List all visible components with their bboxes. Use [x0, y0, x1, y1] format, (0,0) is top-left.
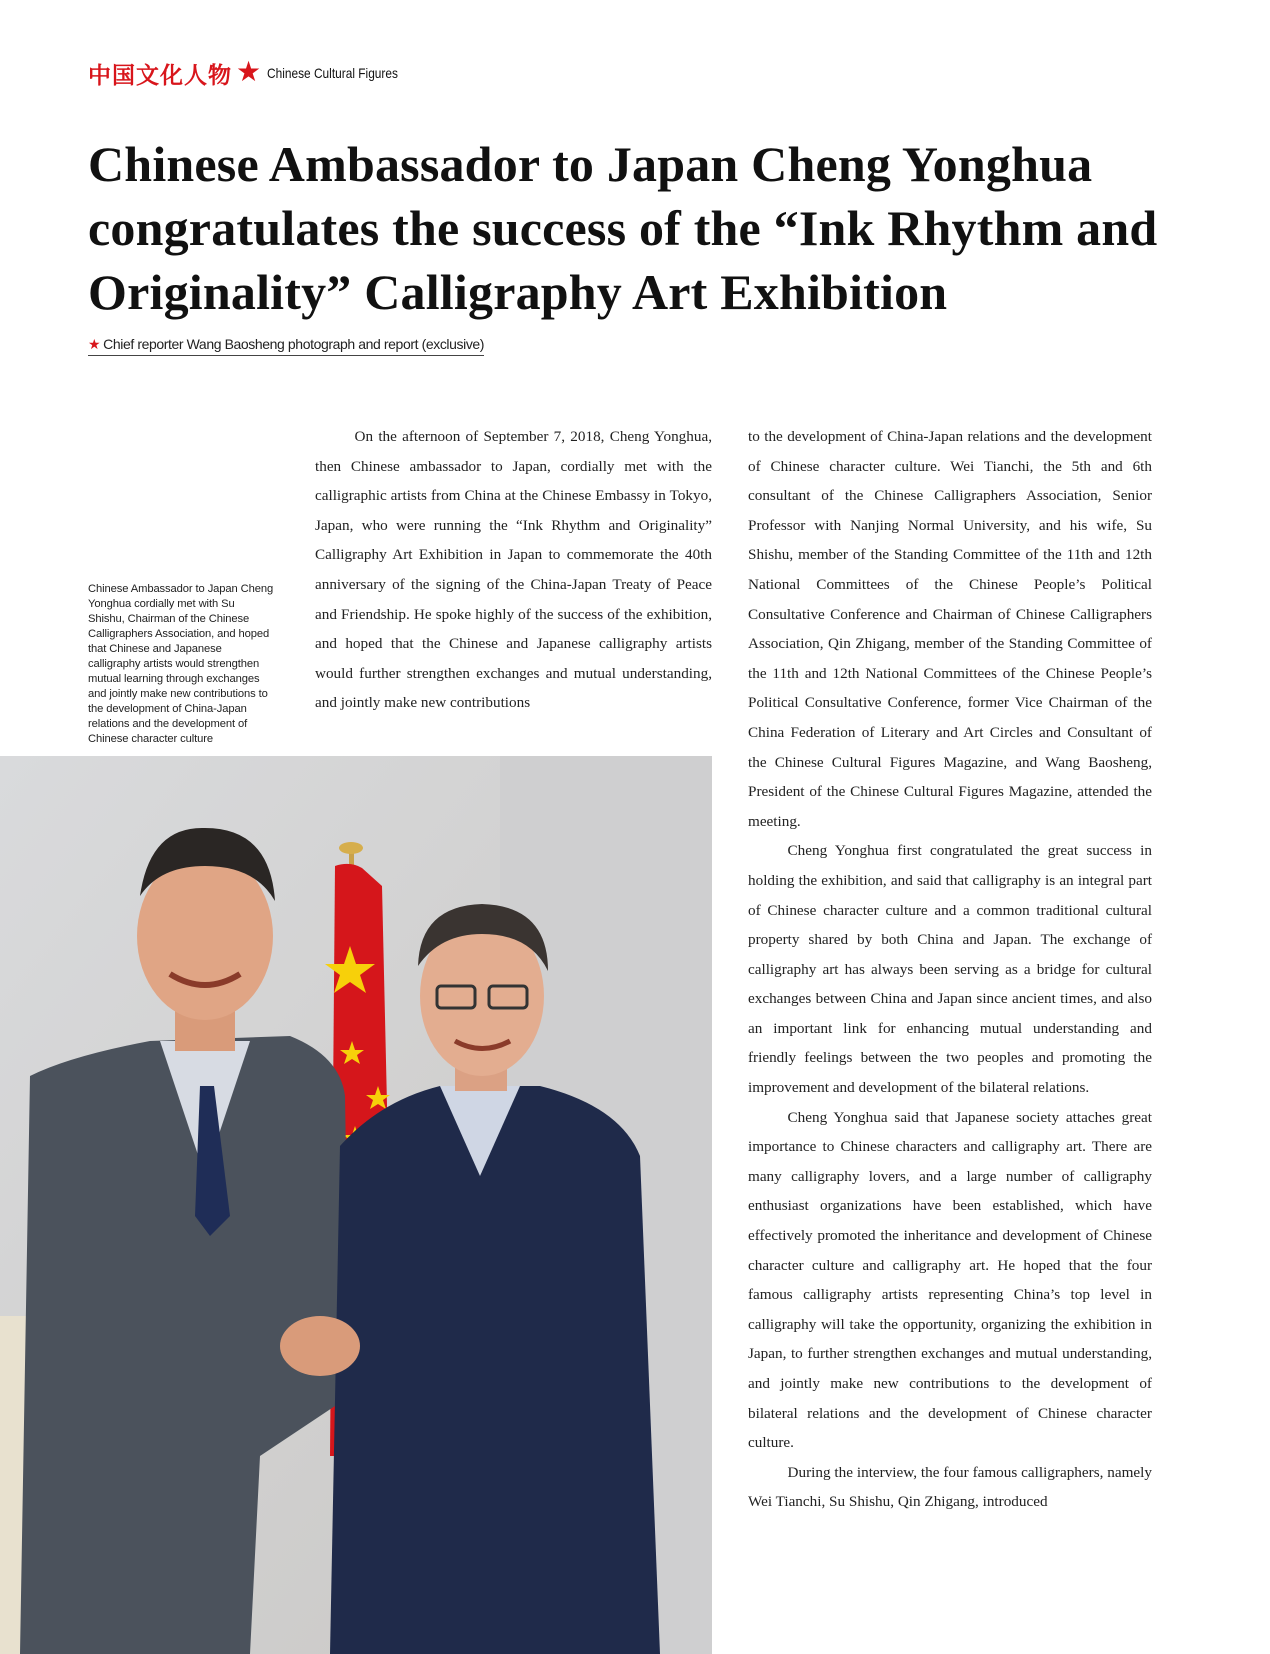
article-title: Chinese Ambassador to Japan Cheng Yonghua congratulates the success of the “Ink Rhythm and Originality” Calligraphy Art Exhibition — [88, 136, 1158, 320]
magazine-name-chinese: 中国文化人物 — [88, 61, 232, 89]
text-column-left — [315, 422, 712, 718]
article-photo — [0, 756, 712, 1654]
magazine-name-english: Chinese Cultural Figures — [267, 65, 399, 81]
star-bullet-icon: ★ — [88, 336, 101, 352]
paragraph: Cheng Yonghua said that Japanese society attaches great importance to Chinese characters and calligraphy art. There are many calligraphy lovers, and a large number of calligraphy enthusiast organizations have been established, which have effectively promoted the inheritance and development of Chinese character culture and calligraphy art. He hoped that the four famous calligraphy artists representing China’s top level in calligraphy will take the opportunity, organizing the exhibition in Japan, to further strengthen exchanges and mutual understanding, and jointly make new contributions to the development of bilateral relations and the development of Chinese character culture. — [748, 1108, 1152, 1452]
text-column-right — [748, 422, 1152, 1517]
paragraph: to the development of China-Japan relations and the development of Chinese character culture. Wei Tianchi, the 5th and 6th consultant of the Chinese Calligraphers Association, Senior Professor with Nanjing Normal University, and his wife, Su Shishu, member of the Standing Committee of the 11th and 12th National Committees of the Chinese People’s Political Consultative Conference and Chairman of Chinese Calligraphers Association, Qin Zhigang, member of the Standing Committee of the 11th and 12th National Committees of the Chinese People’s Political Consultative Conference, former Vice Chairman of the China Federation of Literary and Art Circles and Consultant of the Chinese Cultural Figures Magazine, and Wang Baosheng, President of the Chinese Cultural Figures Magazine, attended the meeting. — [748, 428, 1152, 830]
paragraph: Cheng Yonghua first congratulated the great success in holding the exhibition, and said that calligraphy is an integral part of Chinese character culture and a common traditional cultural property shared by both China and Japan. The exchange of calligraphy art has always been serving as a bridge for cultural exchanges between China and Japan since ancient times, and also an important link for enhancing mutual understanding and friendly feelings between the two peoples and promoting the improvement and development of the bilateral relations. — [748, 842, 1152, 1097]
byline — [88, 336, 484, 356]
star-icon: ★ — [236, 57, 262, 88]
running-header — [88, 55, 421, 91]
byline-text: Chief reporter Wang Baosheng photograph and report (exclusive) — [103, 336, 485, 352]
photo-caption: Chinese Ambassador to Japan Cheng Yonghua cordially met with Su Shishu, Chairman of the Chinese Calligraphers Association, and hoped that Chinese and Japanese calligraphy artists would strengthen mutual learning through exchanges and jointly make new contributions to the development of China-Japan relations and the development of Chinese character culture — [88, 583, 274, 745]
paragraph: On the afternoon of September 7, 2018, Cheng Yonghua, then Chinese ambassador to Japan, cordially met with the calligraphic artists from China at the Chinese Embassy in Tokyo, Japan, who were running the “Ink Rhythm and Originality” Calligraphy Art Exhibition in Japan to commemorate the 40th anniversary of the signing of the China-Japan Treaty of Peace and Friendship. He spoke highly of the success of the exhibition, and hoped that the Chinese and Japanese calligraphy artists would further strengthen exchanges and mutual understanding, and jointly make new contributions — [315, 428, 712, 712]
paragraph: During the interview, the four famous calligraphers, namely Wei Tianchi, Su Shishu, Qin Zhigang, introduced — [748, 1463, 1152, 1511]
